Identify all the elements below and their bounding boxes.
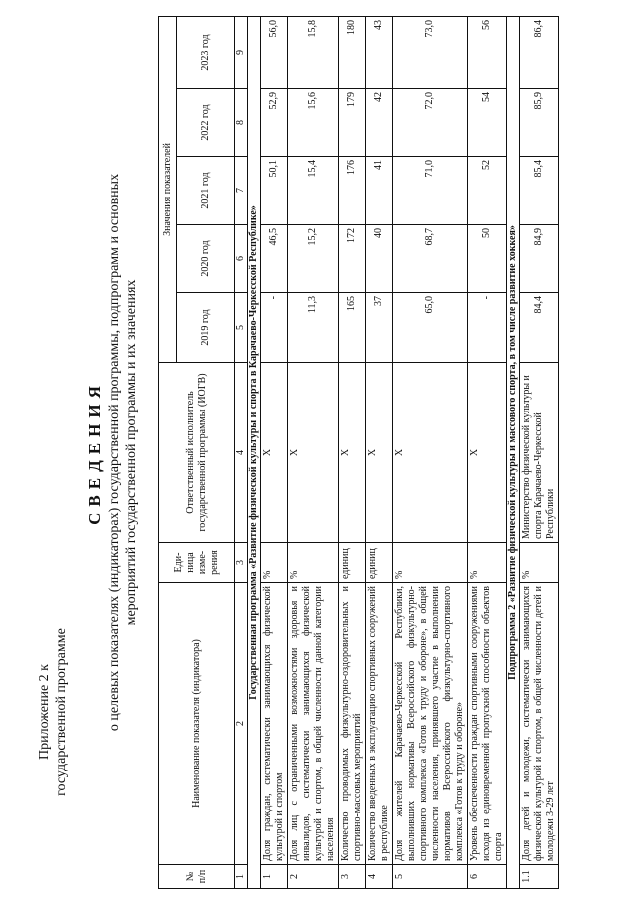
row-executor: X [339,363,366,543]
row-value: 165 [339,293,366,363]
header-year: 2023 год [177,16,235,88]
row-value: 84,4 [520,293,559,363]
table-row [261,16,288,888]
row-num: 3 [339,865,366,889]
row-value: 52 [468,157,507,225]
row-value: 40 [366,225,393,293]
row-unit: % [520,543,559,583]
row-value: 68,7 [393,225,468,293]
row-value: 71,0 [393,157,468,225]
row-executor: X [366,363,393,543]
table-row [393,16,468,888]
row-executor: X [393,363,468,543]
header-year: 2021 год [177,157,235,225]
row-value: 52,9 [261,89,288,157]
header-year: 2019 год [177,293,235,363]
section-row [248,16,261,888]
row-name: Количество введенных в эксплуатацию спортивных сооружений в республике [366,583,393,865]
row-name: Доля детей и молодежи, систематически занимающихся физической культурой и спортом, в общей численности детей и молодежи 3-29 лет [520,583,559,865]
col-number: 5 [235,293,248,363]
row-value: 41 [366,157,393,225]
table-row [520,16,559,888]
row-value: 179 [339,89,366,157]
row-value: 50 [468,225,507,293]
row-value: 176 [339,157,366,225]
row-value: 72,0 [393,89,468,157]
row-unit: единиц [339,543,366,583]
row-name: Количество проводимых физкультурно-оздоровительных и спортивно-массовых мероприятий [339,583,366,865]
appendix-line-1: Приложение 2 к [37,664,52,760]
section-row [507,16,520,888]
row-value: 86,4 [520,16,559,88]
row-num: 5 [393,865,468,889]
row-value: 15,8 [288,16,339,88]
row-value: 54 [468,89,507,157]
row-unit: % [393,543,468,583]
row-name: Уровень обеспеченности граждан спортивными сооружениями исходя из единовременной пропускной способности объектов спорта [468,583,507,865]
col-number: 1 [235,865,248,889]
appendix-line-2: государственной программе [54,628,69,796]
row-value: 56,0 [261,16,288,88]
column-number-row [235,16,248,888]
row-value: 180 [339,16,366,88]
row-name: Доля граждан, систематически занимающихся физической культурой и спортом [261,583,288,865]
row-value: 37 [366,293,393,363]
document-subtitle: о целевых показателях (индикаторах) государственной программы, подпрограмм и основных мероприятий государственной программы и их значениях [107,173,139,732]
row-unit: % [261,543,288,583]
row-num: 1 [261,865,288,889]
row-unit: % [468,543,507,583]
header-year: 2020 год [177,225,235,293]
section-title: Подпрограмма 2 «Развитие физической культуры и массового спорта, в том числе развитие хоккея» [507,16,520,888]
header-unit: Еди-ница изме-рения [159,543,235,583]
row-value: 85,9 [520,89,559,157]
row-num: 2 [288,865,339,889]
appendix-note [36,562,70,862]
row-num: 6 [468,865,507,889]
header-year: 2022 год [177,89,235,157]
col-number: 2 [235,583,248,865]
row-executor: X [261,363,288,543]
row-unit: единиц [366,543,393,583]
row-name: Доля жителей Карачаево-Черкесской Республики, выполнивших нормативы Всероссийского физкультурно-спортивного комплекса «Готов к труду и обороне», в общей численности населения, принявшего участие в выполнении нормативов Всероссийского физкультурно-спортивного комплекса «Готов к труду и обороне» [393,583,468,865]
row-value: 84,9 [520,225,559,293]
col-number: 6 [235,225,248,293]
row-value: 85,4 [520,157,559,225]
row-value: 73,0 [393,16,468,88]
col-number: 8 [235,89,248,157]
section-title: Государственная программа «Развитие физической культуры и спорта в Карачаево-Черкесской Республике» [248,16,261,888]
col-number: 7 [235,157,248,225]
table-row [468,16,507,888]
col-number: 3 [235,543,248,583]
row-value: 172 [339,225,366,293]
col-number: 4 [235,363,248,543]
row-value: 11,3 [288,293,339,363]
row-value: 15,4 [288,157,339,225]
row-executor: X [468,363,507,543]
table-row [366,16,393,888]
header-num: № п/п [159,865,235,889]
row-value: 15,6 [288,89,339,157]
row-executor: Министерство физической культуры и спорта Карачаево-Черкесской Республики [520,363,559,543]
row-value: 65,0 [393,293,468,363]
header-values-group: Значения показателей [159,16,177,362]
document-title: СВЕДЕНИЯ [85,380,104,525]
row-num: 1.1 [520,865,559,889]
row-value: - [261,293,288,363]
row-value: 46,5 [261,225,288,293]
table-row [288,16,339,888]
col-number: 9 [235,16,248,88]
row-unit: % [288,543,339,583]
indicators-table [158,16,559,889]
row-num: 4 [366,865,393,889]
row-name: Доля лиц с ограниченными возможностями здоровья и инвалидов, систематически занимающихся физической культурой и спортом, в общей численности данной категории населения [288,583,339,865]
row-value: 43 [366,16,393,88]
row-value: 50,1 [261,157,288,225]
row-value: 56 [468,16,507,88]
header-executor: Ответственный исполнитель государственной программы (ИОГВ) [159,363,235,543]
row-executor: X [288,363,339,543]
header-name: Наименование показателя (индикатора) [159,583,235,865]
row-value: 42 [366,89,393,157]
row-value: - [468,293,507,363]
row-value: 15,2 [288,225,339,293]
table-row [339,16,366,888]
